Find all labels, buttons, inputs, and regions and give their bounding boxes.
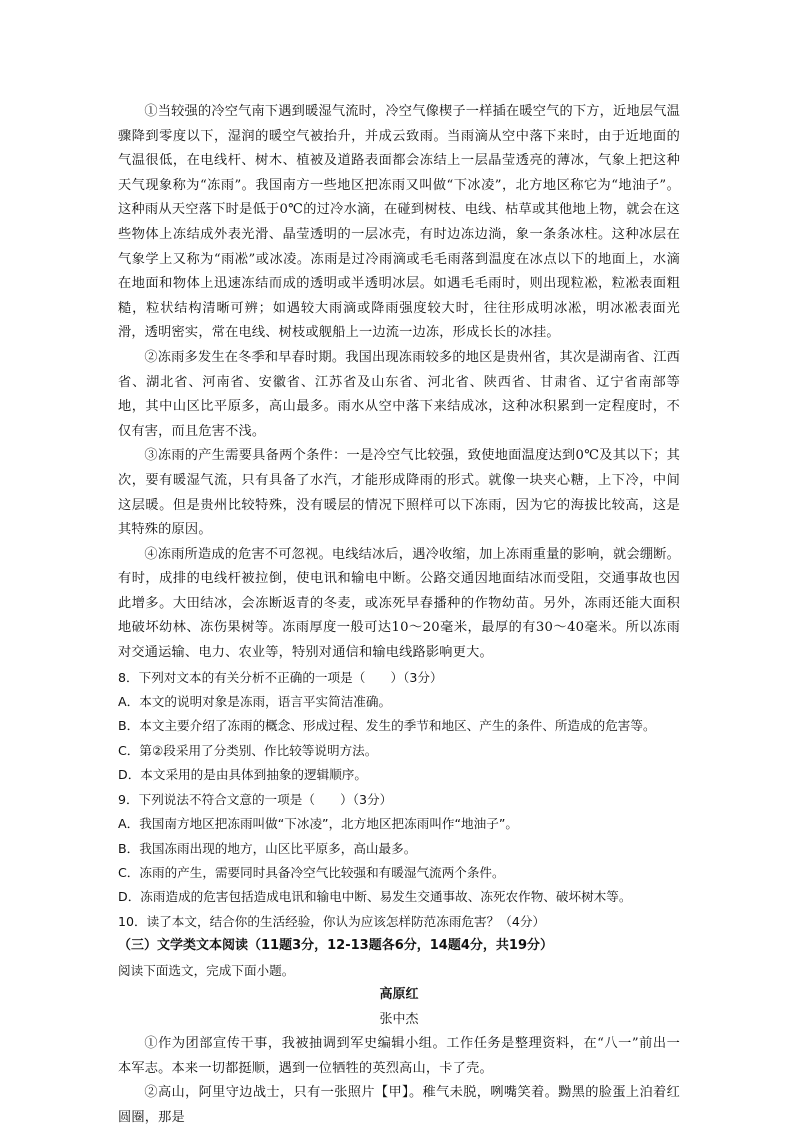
question-8: 8．下列对文本的有关分析不正确的一项是（ ）（3分） (118, 669, 443, 685)
story-paragraph-1: ①作为团部宣传干事，我被抽调到军史编辑小组。工作任务是整理资料，在“八一”前出一本军志。本来一切都挺顺，遇到一位牺牲的英烈高山，卡了壳。 (118, 1036, 680, 1076)
story-author: 张中杰 (379, 1011, 419, 1027)
question-9-option-d: D．冻雨造成的危害包括造成电讯和输电中断、易发生交通事故、冻死农作物、破坏树木等。 (118, 889, 632, 905)
question-10: 10．读了本文，结合你的生活经验，你认为应该怎样防范冻雨危害？（4分） (118, 913, 546, 929)
question-9-option-c: C．冻雨的产生，需要同时具备冷空气比较强和有暖湿气流两个条件。 (118, 864, 505, 880)
story-title: 高原红 (379, 986, 419, 1002)
passage-paragraph-1: ①当较强的冷空气南下遇到暖湿气流时，冷空气像楔子一样插在暖空气的下方，近地层气温骤降到零度以下，湿润的暖空气被抬升，并成云致雨。当雨滴从空中落下来时，由于近地面的气温很低，在电线杆、树木、植被及道路表面都会冻结上一层晶莹透亮的薄冰，气象上把这种天气现象称为“冻雨”。我国南方一些地区把冻雨又叫做“下冰凌”，北方地区称它为“地油子”。这种雨从天空落下时是低于0℃的过冷水滴，在碰到树枝、电线、枯草或其他地上物，就会在这些物体上冻结成外表光滑、晶莹透明的一层冰壳，有时边冻边淌，象一条条冰柱。这种冰层在气象学上又称为“雨凇”或冰凌。冻雨是过冷雨滴或毛毛雨落到温度在冰点以下的地面上，水滴在地面和物体上迅速冻结而成的透明或半透明冰层。如遇毛毛雨时，则出现粒凇，粒凇表面粗糙，粒状结构清晰可辨；如遇较大雨滴或降雨强度较大时，往往形成明冰凇，明冰凇表面光滑，透明密实，常在电线、树枝或舰船上一边流一边冻，形成长长的冰挂。 (118, 104, 680, 341)
question-8-option-d: D．本文采用的是由具体到抽象的逻辑顺序。 (118, 767, 367, 783)
question-8-option-a: A．本文的说明对象是冻雨，语言平实简洁准确。 (118, 694, 392, 710)
passage-paragraph-4: ④冻雨所造成的危害不可忽视。电线结冰后，遇冷收缩，加上冻雨重量的影响，就会绷断。有时，成排的电线杆被拉倒，使电讯和输电中断。公路交通因地面结冰而受阻，交通事故也因此增多。大田结冰，会冻断返青的冬麦，或冻死早春播种的作物幼苗。另外，冻雨还能大面积地破坏幼林、冻伤果树等。冻雨厚度一般可达10～20毫米，最厚的有30～40毫米。所以冻雨对交通运输、电力、农业等，特别对通信和输电线路影响更大。 (118, 546, 680, 661)
question-9: 9．下列说法不符合文意的一项是（ ）（3分） (118, 791, 393, 807)
document-page (118, 100, 680, 1131)
section-3-instruction: 阅读下面选文，完成下面小题。 (118, 962, 295, 978)
question-9-option-b: B．我国冻雨出现的地方，山区比平原多，高山最多。 (118, 840, 417, 856)
passage-paragraph-2: ②冻雨多发生在冬季和早春时期。我国出现冻雨较多的地区是贵州省，其次是湖南省、江西省、湖北省、河南省、安徽省、江苏省及山东省、河北省、陕西省、甘肃省、辽宁省南部等地，其中山区比平原多，高山最多。雨水从空中落下来结成冰，这种冰积累到一定程度时，不仅有害，而且危害不浅。 (118, 349, 680, 439)
section-3-heading: （三）文学类文本阅读（11题3分，12-13题各6分，14题4分，共19分） (118, 938, 553, 954)
story-paragraph-2: ②高山，阿里守边战士，只有一张照片【甲】。稚气未脱，咧嘴笑着。黝黑的脸蛋上泊着红圆圈，那是 (118, 1085, 680, 1125)
question-8-option-c: C．第②段采用了分类别、作比较等说明方法。 (118, 742, 378, 758)
passage-paragraph-3: ③冻雨的产生需要具备两个条件：一是冷空气比较强，致使地面温度达到0℃及其以下；其次，要有暖湿气流，只有具备了水汽，才能形成降雨的形式。就像一块夹心糖，上下冷，中间这层暖。但是贵州比较特殊，没有暖层的情况下照样可以下冻雨，因为它的海拔比较高，这是其特殊的原因。 (118, 448, 680, 538)
question-9-option-a: A．我国南方地区把冻雨叫做“下冰凌”，北方地区把冻雨叫作“地油子”。 (118, 816, 518, 832)
question-8-option-b: B．本文主要介绍了冻雨的概念、形成过程、发生的季节和地区、产生的条件、所造成的危害等。 (118, 718, 656, 734)
